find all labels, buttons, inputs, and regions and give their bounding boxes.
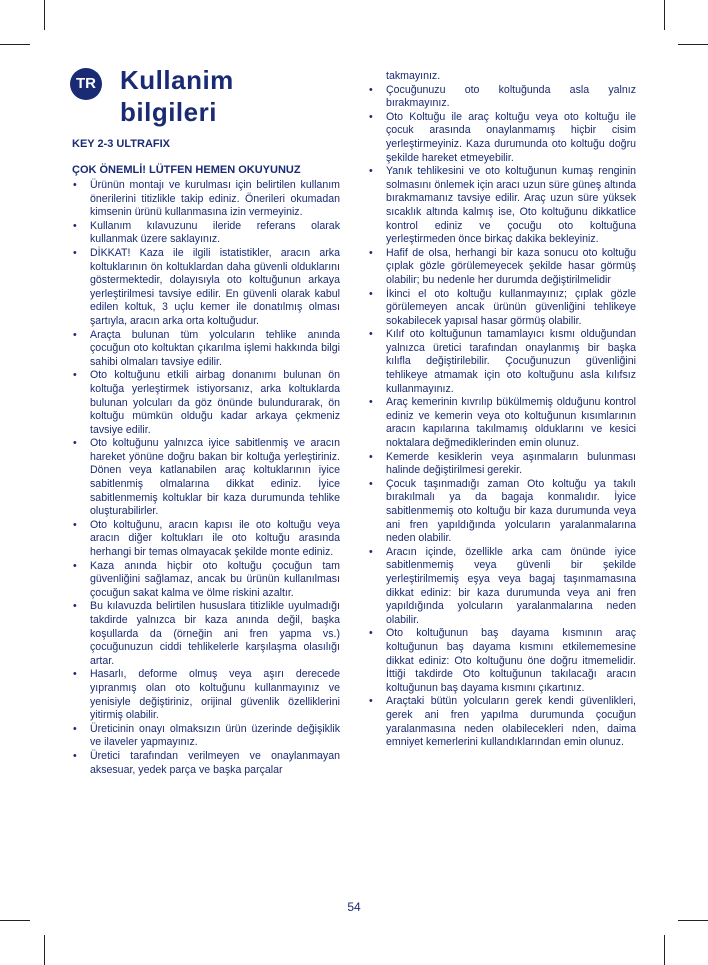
list-item: • DİKKAT! Kaza ile ilgili istatistikler, aracın arka koltuklarının ön koltuklardan daha güvenli olduklarını göstermektedir, dolayısıyla oto koltuğunun arkaya yerleştirilmesi tavsiye edilir. En güvenli olarak kabul edilen koltuk, 3 uçlu kemer ile donatılmış olması şartıyla, aracın arka orta koltuğudur.	[72, 247, 340, 329]
list-item: • Bu kılavuzda belirtilen hususlara titizlikle uyulmadığı takdirde yalnızca bir kaza anında değil, başka koşullarda da (örneğin ani fren yapma vs.) çocuğunuzun ciddi tehlikelerle karşılaşma olasılığı artar.	[72, 600, 340, 668]
right-column	[368, 70, 636, 750]
list-item: • Araçtaki bütün yolcuların gerek kendi güvenlikleri, gerek ani fren yapılma durumunda çocuğun yaralanmasına neden olabilecekleri nden, daima emniyet kemerlerini kullandıklarından emin olunuz.	[368, 695, 636, 749]
list-item: • Oto Koltuğu ile araç koltuğu veya oto koltuğu ile çocuk arasında onaylanmamış hiçbir cisim yerleştirmeyiniz. Kaza durumunda oto koltuğu doğru şekilde hareket etmeyebilir.	[368, 111, 636, 165]
list-item: • İkinci el oto koltuğu kullanmayınız; çıplak gözle görülemeyen ancak ürünün güvenliğini tehlikeye sokabilecek yapısal hasar görmüş olabilir.	[368, 288, 636, 329]
list-item: • Oto koltuğunu, aracın kapısı ile oto koltuğu veya aracın diğer koltukları ile oto koltuğu arasında herhangi bir temas olmayacak şekilde monte ediniz.	[72, 519, 340, 560]
crop-mark	[678, 920, 708, 921]
important-heading: ÇOK ÖNEMLİ! LÜTFEN HEMEN OKUYUNUZ	[72, 164, 301, 176]
crop-mark	[664, 935, 665, 965]
list-item: • Üretici tarafından verilmeyen ve onaylanmayan aksesuar, yedek parça ve başka parçalar	[72, 750, 340, 777]
list-item: • Oto koltuğunun baş dayama kısmının araç koltuğunun baş dayama kısmını etkilememesine dikkat ediniz: Oto koltuğunu öne doğru itmemelidir. İttiği takdirde Oto koltuğunun takılacağı aracın koltuğunun baş dayama kısmını çıkartınız.	[368, 627, 636, 695]
list-item: • Oto koltuğunu etkili airbag donanımı bulunan ön koltuğa yerleştirmek istiyorsanız, arka koltuklarda bulunan yolcuları da göz önünde bulundurarak, ön koltuğu mümkün olduğu kadar arkaya çekmeniz tavsiye edilir.	[72, 369, 340, 437]
product-name: KEY 2-3 ULTRAFIX	[72, 138, 170, 150]
list-item: • Çocuğunuzu oto koltuğunda asla yalnız bırakmayınız.	[368, 84, 636, 111]
crop-mark	[44, 0, 45, 30]
list-item: • Kılıf oto koltuğunun tamamlayıcı kısmı olduğundan yalnızca üretici tarafından onaylanmış bir başka kılıfla değiştirilebilir. Çocuğunuzun güvenliğini tehlikeye atmamak için oto koltuğunu asla kılıfsız kullanmayınız.	[368, 328, 636, 396]
language-badge: TR	[70, 68, 102, 100]
list-item: • Aracın içinde, özellikle arka cam önünde iyice sabitlenmemiş veya güvenli bir şekilde yerleştirilmemiş eşya veya bagaj taşınmamasına dikkat ediniz: bir kaza durumunda veya ani fren yapıldığında yolcuların yaralanmalarına neden olabilir.	[368, 546, 636, 628]
crop-mark	[0, 44, 30, 45]
page-title: Kullanim bilgileri	[120, 65, 234, 127]
list-item: • Üreticinin onayı olmaksızın ürün üzerinde değişiklik ve ilaveler yapmayınız.	[72, 723, 340, 750]
list-item: • Ürünün montajı ve kurulması için belirtilen kullanım önerilerini titizlikle takip ediniz. Önerileri okumadan kimsenin ürünü kullanmasına izin vermeyiniz.	[72, 179, 340, 220]
continued-text: takmayınız.	[386, 70, 441, 82]
list-item: • Araçta bulunan tüm yolcuların tehlike anında çocuğun oto koltuktan çıkarılma işlemi hakkında bilgi sahibi olmaları tavsiye edilir.	[72, 329, 340, 370]
instruction-list	[368, 84, 636, 750]
list-item: • Çocuk taşınmadığı zaman Oto koltuğu ya takılı bırakılmalı ya da bagaja konmalıdır. İyice sabitlenmemiş oto koltuğu bir kaza durumunda veya ani fren yapıldığında yolcuların yaralanmalarına neden olabilir.	[368, 478, 636, 546]
crop-mark	[44, 935, 45, 965]
page-number: 54	[347, 900, 361, 914]
list-item: • Yanık tehlikesini ve oto koltuğunun kumaş renginin solmasını önlemek için aracı uzun süre güneş altında bırakmamanız tavsiye edilir. Araç uzun süre yüksek sıcaklık altında kalmış ise, Oto koltuğunu dikkatlice kontrol ediniz ve çocuğu oto koltuğuna yerleştirmeden önce birkaç dakika bekleyiniz.	[368, 165, 636, 247]
list-item: • Kemerde kesiklerin veya aşınmaların bulunması halinde değiştirilmesi gerekir.	[368, 451, 636, 478]
list-item: • Hasarlı, deforme olmuş veya aşırı derecede yıpranmış olan oto koltuğunu kullanmayınız ve yenisiyle değiştiriniz, orijinal güvenlik özelliklerini yitirmiş olabilir.	[72, 668, 340, 722]
crop-mark	[678, 44, 708, 45]
list-item: • Kaza anında hiçbir oto koltuğu çocuğun tam güvenliğini sağlamaz, ancak bu ürünün kullanılması çocuğun sakat kalma ve ölme riskini azaltır.	[72, 560, 340, 601]
left-column	[72, 179, 340, 777]
crop-mark	[664, 0, 665, 30]
list-item: • Araç kemerinin kıvrılıp bükülmemiş olduğunu kontrol ediniz ve kemerin veya oto koltuğunun kısımlarının aracın kapılarına takılmamış olduklarını ve kesici noktalara değmediklerinden emin olunuz.	[368, 396, 636, 450]
instruction-list	[72, 179, 340, 777]
crop-mark	[0, 920, 30, 921]
list-item: • Kullanım kılavuzunu ileride referans olarak kullanmak üzere saklayınız.	[72, 220, 340, 247]
list-item: • Oto koltuğunu yalnızca iyice sabitlenmiş ve aracın hareket yönüne doğru bakan bir koltuğa yerleştiriniz. Dönen veya katlanabilen araç koltuklarının iyice sabitlenmiş olmalarına dikkat ediniz. İyice sabitlenmemiş koltuklar bir kaza durumunda tehlike oluşturabilirler.	[72, 437, 340, 519]
list-item: • Hafif de olsa, herhangi bir kaza sonucu oto koltuğu çıplak gözle görülemeyecek şekilde hasar görmüş olabilir; bu nedenle her durumda değiştirilmelidir	[368, 247, 636, 288]
